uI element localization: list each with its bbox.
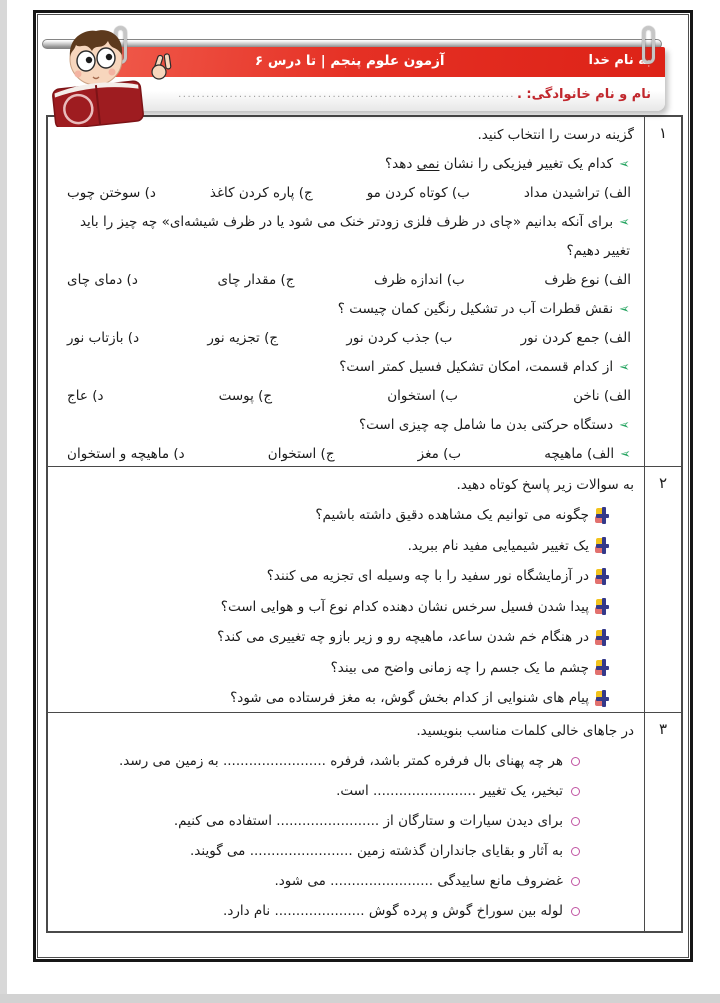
pin-bullet-icon: [595, 568, 610, 585]
item-text: لوله بین سوراخ گوش و پرده گوش ..................... نام دارد.: [223, 903, 563, 919]
item-text: پیدا شدن فسیل سرخس نشان دهنده کدام نوع آب و هوایی است؟: [220, 598, 589, 615]
mc-question: [62, 295, 636, 324]
option: ب) جذب کردن نور: [346, 330, 453, 346]
short-answer-item: [62, 531, 636, 562]
name-label: نام و نام خانوادگی: .: [516, 86, 651, 102]
fill-blank-item: [62, 836, 636, 866]
mc-question: [62, 353, 636, 382]
pin-bullet-icon: [595, 507, 610, 524]
question-text: برای آنکه بدانیم «چای در ظرف فلزی زودتر خنک می شود یا در ظرف شیشه‌ای» چه چیز را باید تغییر دهیم؟: [79, 214, 630, 259]
item-text: تبخیر، یک تغییر ........................ است.: [336, 783, 563, 799]
mc-options: [62, 382, 636, 411]
option: ب) استخوان: [387, 388, 459, 404]
short-answer-item: [62, 683, 636, 712]
short-answer-item: [62, 500, 636, 531]
question-number: ۳: [644, 713, 681, 931]
item-text: برای دیدن سیارات و ستارگان از ........................ استفاده می کنیم.: [173, 813, 563, 829]
fill-blank-item: [62, 806, 636, 836]
mascot-boy-reading-icon: [38, 27, 198, 127]
option: ج) پاره کردن کاغذ: [209, 185, 313, 201]
short-answer-item: [62, 622, 636, 653]
exam-title: آزمون علوم پنجم | تا درس ۶: [254, 53, 445, 69]
mc-question: [62, 150, 636, 179]
option: ج) مقدار چای: [217, 272, 295, 288]
option: د) سوختن چوب: [67, 185, 156, 201]
table-row: [48, 467, 681, 713]
section-instruction: به سوالات زیر پاسخ کوتاه دهید.: [456, 477, 634, 493]
item-text: هر چه پهنای بال فرفره کمتر باشد، فرفره ........................ به زمین می رسد.: [119, 753, 563, 769]
item-text: چگونه می توانیم یک مشاهده دقیق داشته باشیم؟: [315, 507, 589, 523]
arrow-bullet-icon: ➢: [620, 447, 631, 462]
binder-ring-right-icon: [642, 26, 655, 64]
pin-bullet-icon: [595, 659, 610, 676]
question-text: از کدام قسمت، امکان تشکیل فسیل کمتر است؟: [339, 359, 614, 375]
question-number: ۲: [644, 467, 681, 712]
option: د) عاج: [67, 388, 104, 404]
item-text: در هنگام خم شدن ساعد، ماهیچه رو و زیر بازو چه تغییری می کند؟: [217, 629, 589, 645]
circle-bullet-icon: [571, 907, 580, 916]
mc-options: [62, 440, 636, 466]
fill-blank-item: [62, 866, 636, 896]
option: ج) تجزیه نور: [207, 330, 279, 346]
circle-bullet-icon: [571, 757, 580, 766]
item-text: به آثار و بقایای جانداران گذشته زمین ........................ می گویند.: [190, 843, 563, 859]
option: ب) مغز: [417, 446, 462, 462]
option: الف) نوع ظرف: [544, 272, 631, 288]
fill-blank-item: [62, 746, 636, 776]
circle-bullet-icon: [571, 847, 580, 856]
screen-edge-strip-left: [0, 0, 7, 1003]
pin-bullet-icon: [595, 537, 610, 554]
mc-options: [62, 324, 636, 353]
mc-options: [62, 179, 636, 208]
arrow-bullet-icon: ➢: [619, 418, 630, 433]
option: ب) اندازه ظرف: [374, 272, 465, 288]
option: ب) کوتاه کردن مو: [366, 185, 470, 201]
pin-bullet-icon: [595, 598, 610, 615]
short-answer-item: [62, 561, 636, 592]
option: د) بازتاب نور: [67, 330, 140, 346]
question-text: دستگاه حرکتی بدن ما شامل چه چیزی است؟: [358, 417, 614, 433]
option: الف) ناخن: [573, 388, 631, 404]
short-answer-item: [62, 592, 636, 623]
arrow-bullet-icon: ➢: [619, 360, 630, 375]
arrow-bullet-icon: ➢: [619, 302, 630, 317]
fill-blank-item: [62, 776, 636, 806]
table-row: [48, 117, 681, 467]
item-text: پیام های شنوایی از کدام بخش گوش، به مغز فرستاده می شود؟: [230, 690, 589, 706]
mc-question: [62, 411, 636, 440]
option: ➢الف) ماهیچه: [544, 440, 631, 466]
item-text: غضروف مانع ساییدگی ........................ می شود.: [274, 873, 563, 889]
short-answer-item: [62, 653, 636, 684]
mc-section-content: [48, 117, 644, 466]
short-answer-section-content: [48, 467, 644, 712]
option: ج) پوست: [218, 388, 273, 404]
screen-edge-strip-bottom: [0, 994, 720, 1003]
option: ج) استخوان: [267, 446, 335, 462]
question-text: نقش قطرات آب در تشکیل رنگین کمان چیست ؟: [337, 301, 614, 317]
name-blank-dots: ........................................................................: [178, 88, 515, 100]
option: د) دمای چای: [67, 272, 138, 288]
option: الف) جمع کردن نور: [520, 330, 631, 346]
question-text: کدام یک تغییر فیزیکی را نشان: [439, 156, 614, 172]
worksheet-page: [33, 10, 693, 962]
item-text: یک تغییر شیمیایی مفید نام ببرید.: [407, 537, 589, 554]
question-number: ۱: [644, 117, 681, 466]
questions-table: [46, 115, 683, 933]
section-instruction: گزینه درست را انتخاب کنید.: [477, 127, 634, 143]
fill-blank-item: [62, 896, 636, 926]
mc-question: [62, 208, 636, 266]
bismillah-text: به نام خدا: [588, 53, 651, 68]
circle-bullet-icon: [571, 787, 580, 796]
table-row: [48, 713, 681, 931]
option: د) ماهیچه و استخوان: [67, 446, 185, 462]
item-text: در آزمایشگاه نور سفید را با چه وسیله ای تجزیه می کنند؟: [266, 568, 589, 584]
section-instruction: در جاهای خالی کلمات مناسب بنویسید.: [416, 723, 634, 739]
circle-bullet-icon: [571, 817, 580, 826]
option: الف) تراشیدن مداد: [523, 185, 631, 201]
arrow-bullet-icon: ➢: [619, 215, 630, 230]
question-text-underlined: نمی: [416, 156, 440, 172]
item-text: چشم ما یک جسم را چه زمانی واضح می بیند؟: [330, 659, 589, 676]
pin-bullet-icon: [595, 690, 610, 707]
circle-bullet-icon: [571, 877, 580, 886]
pin-bullet-icon: [595, 629, 610, 646]
mc-options: [62, 266, 636, 295]
arrow-bullet-icon: ➢: [619, 157, 630, 172]
fill-blank-section-content: [48, 713, 644, 931]
question-text: دهد؟: [384, 156, 417, 172]
